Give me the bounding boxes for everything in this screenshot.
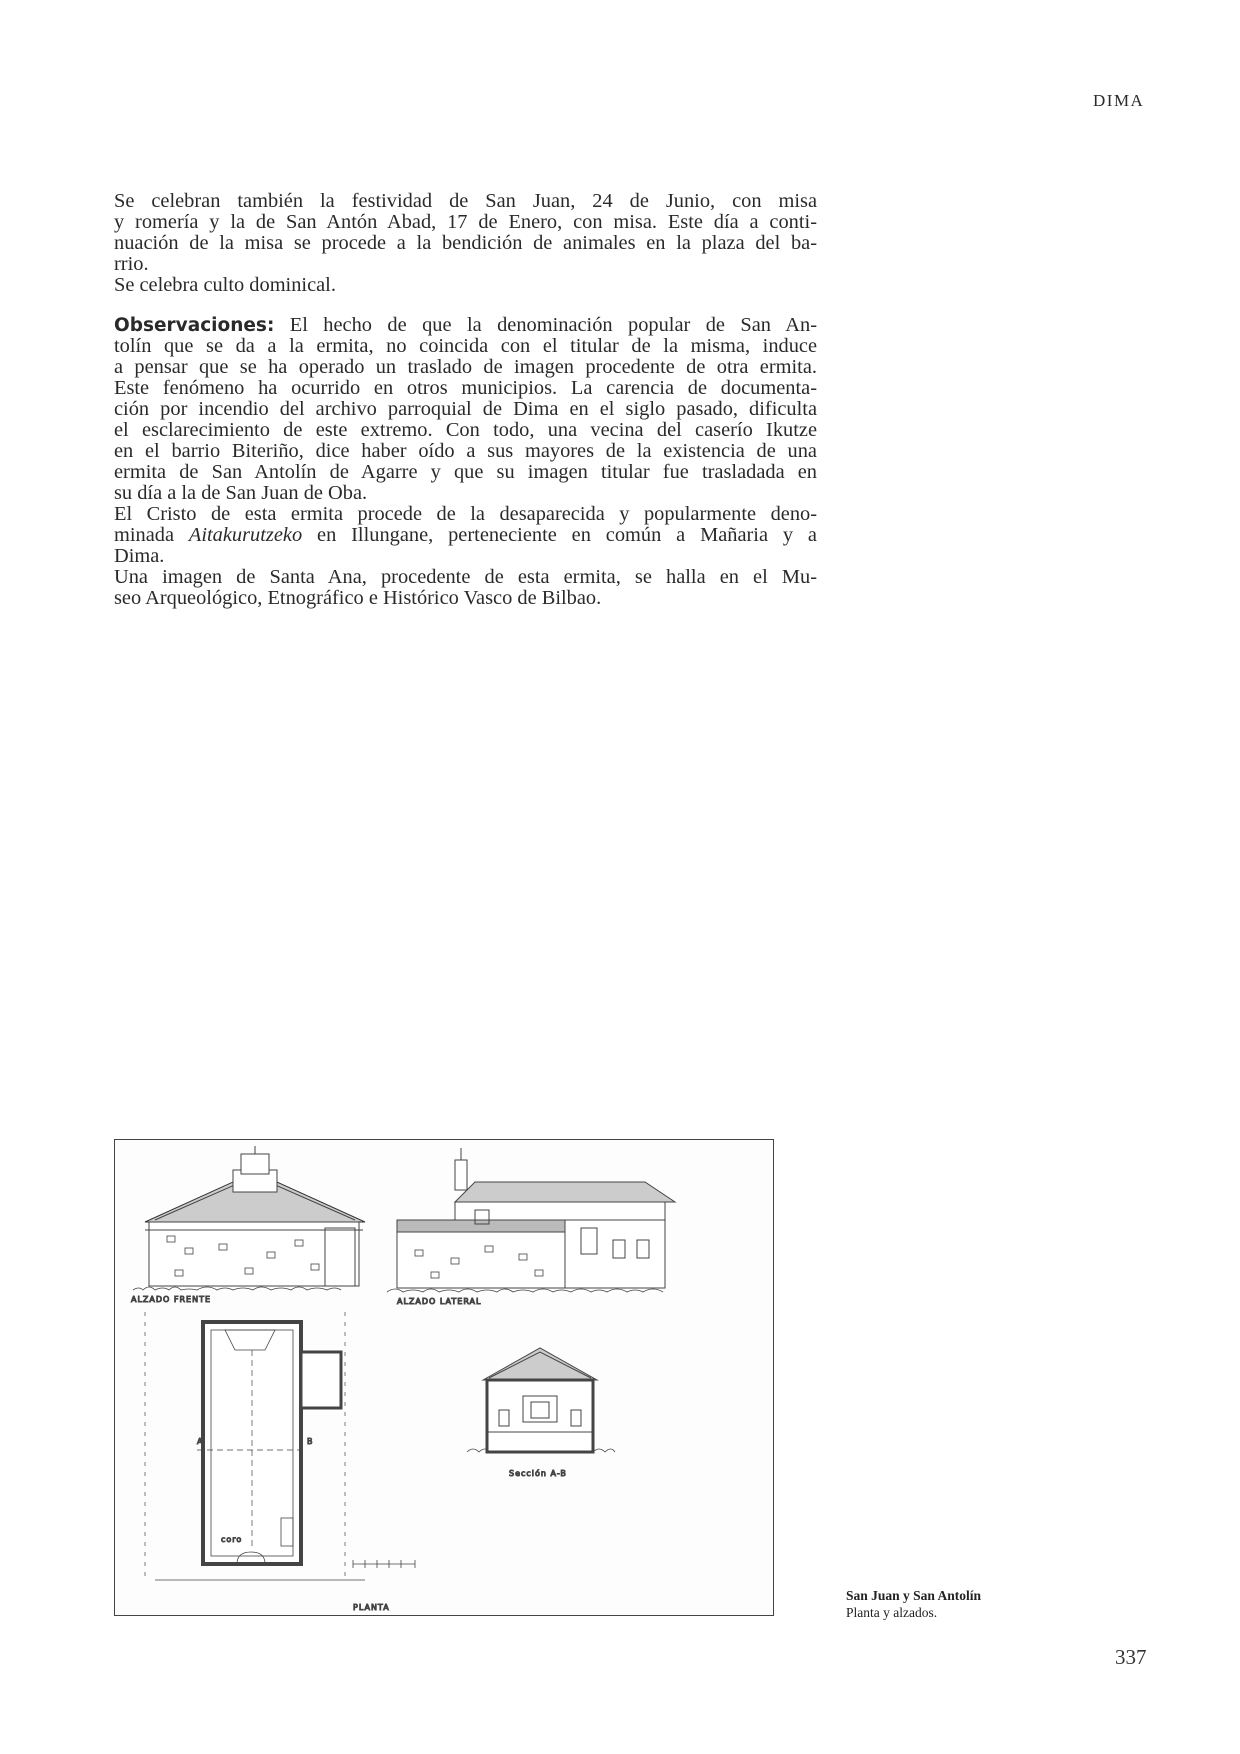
text-run: Dima.	[114, 546, 165, 567]
text-line	[114, 588, 817, 609]
paragraph-5	[114, 567, 817, 609]
text-line	[114, 504, 817, 525]
text-run: El Cristo de esta ermita procede de la desaparecida y popularmente deno-	[114, 504, 817, 525]
side-elevation	[387, 1148, 675, 1306]
text-line	[114, 399, 817, 420]
page-number: 337	[1115, 1645, 1147, 1669]
text-line	[114, 336, 817, 357]
text-run: su día a la de San Juan de Oba.	[114, 483, 368, 504]
text-line	[114, 254, 817, 275]
section-mark-b: B	[307, 1437, 314, 1446]
text-line	[114, 357, 817, 378]
text-run: seo Arqueológico, Etnográfico e Histórico Vasco de Bilbao.	[114, 588, 602, 609]
text-line	[114, 275, 817, 296]
text-run: nuación de la misa se procede a la bendición de animales en la plaza del ba-	[114, 233, 817, 254]
text-run: y romería y la de San Antón Abad, 17 de Enero, con misa. Este día a conti-	[114, 212, 817, 233]
section-drawing	[467, 1348, 615, 1478]
text-line	[114, 483, 817, 504]
text-run: en el barrio Biteriño, dice haber oído a sus mayores de la existencia de una	[114, 441, 817, 462]
text-run: a pensar que se ha operado un traslado de imagen procedente de otra ermita.	[114, 357, 817, 378]
figure-caption	[846, 1587, 981, 1621]
paragraph-2	[114, 275, 817, 296]
text-run: en Illungane, perteneciente en común a Mañaria y a	[302, 525, 817, 546]
front-elevation	[131, 1146, 365, 1304]
text-run: rrio.	[114, 254, 149, 275]
caption-title: San Juan y San Antolín	[846, 1588, 982, 1603]
caption-subtitle: Planta y alzados.	[846, 1605, 938, 1620]
architectural-drawing	[114, 1139, 774, 1616]
floor-plan	[145, 1312, 415, 1612]
text-run: Se celebra culto dominical.	[114, 275, 336, 296]
text-run: El hecho de que la denominación popular de San An-	[274, 315, 817, 336]
text-line	[114, 525, 817, 546]
text-run: tolín que se da a la ermita, no coincida con el titular de la misma, induce	[114, 336, 817, 357]
text-line	[114, 546, 817, 567]
text-line	[114, 378, 817, 399]
text-line	[114, 191, 817, 212]
text-line	[114, 233, 817, 254]
paragraph-3	[114, 315, 817, 504]
coro-label: coro	[221, 1535, 243, 1544]
text-line	[114, 212, 817, 233]
text-line	[114, 441, 817, 462]
side-elevation-label: ALZADO LATERAL	[397, 1297, 482, 1306]
text-line	[114, 420, 817, 441]
front-elevation-label: ALZADO FRENTE	[131, 1295, 212, 1304]
section-label: Sección A-B	[509, 1469, 567, 1478]
paragraph-1	[114, 191, 817, 275]
text-line	[114, 462, 817, 483]
text-run: Una imagen de Santa Ana, procedente de esta ermita, se halla en el Mu-	[114, 567, 817, 588]
section-mark-a: A	[197, 1437, 204, 1446]
drawing-svg	[115, 1140, 775, 1617]
text-run: Este fenómeno ha ocurrido en otros municipios. La carencia de documenta-	[114, 378, 817, 399]
running-head: DIMA	[1093, 91, 1145, 110]
text-line	[114, 567, 817, 588]
plan-label: PLANTA	[353, 1603, 390, 1612]
body-text	[114, 191, 817, 609]
paragraph-lead: Observaciones:	[114, 315, 275, 336]
text-run: minada	[114, 525, 189, 546]
paragraph-4	[114, 504, 817, 567]
text-run: ción por incendio del archivo parroquial de Dima en el siglo pasado, dificulta	[114, 399, 817, 420]
text-run: ermita de San Antolín de Agarre y que su imagen titular fue trasladada en	[114, 462, 817, 483]
italic-term: Aitakurutzeko	[188, 525, 303, 546]
text-run: el esclarecimiento de este extremo. Con todo, una vecina del caserío Ikutze	[114, 420, 817, 441]
text-line	[114, 315, 817, 336]
text-run: Se celebran también la festividad de San Juan, 24 de Junio, con misa	[114, 191, 817, 212]
